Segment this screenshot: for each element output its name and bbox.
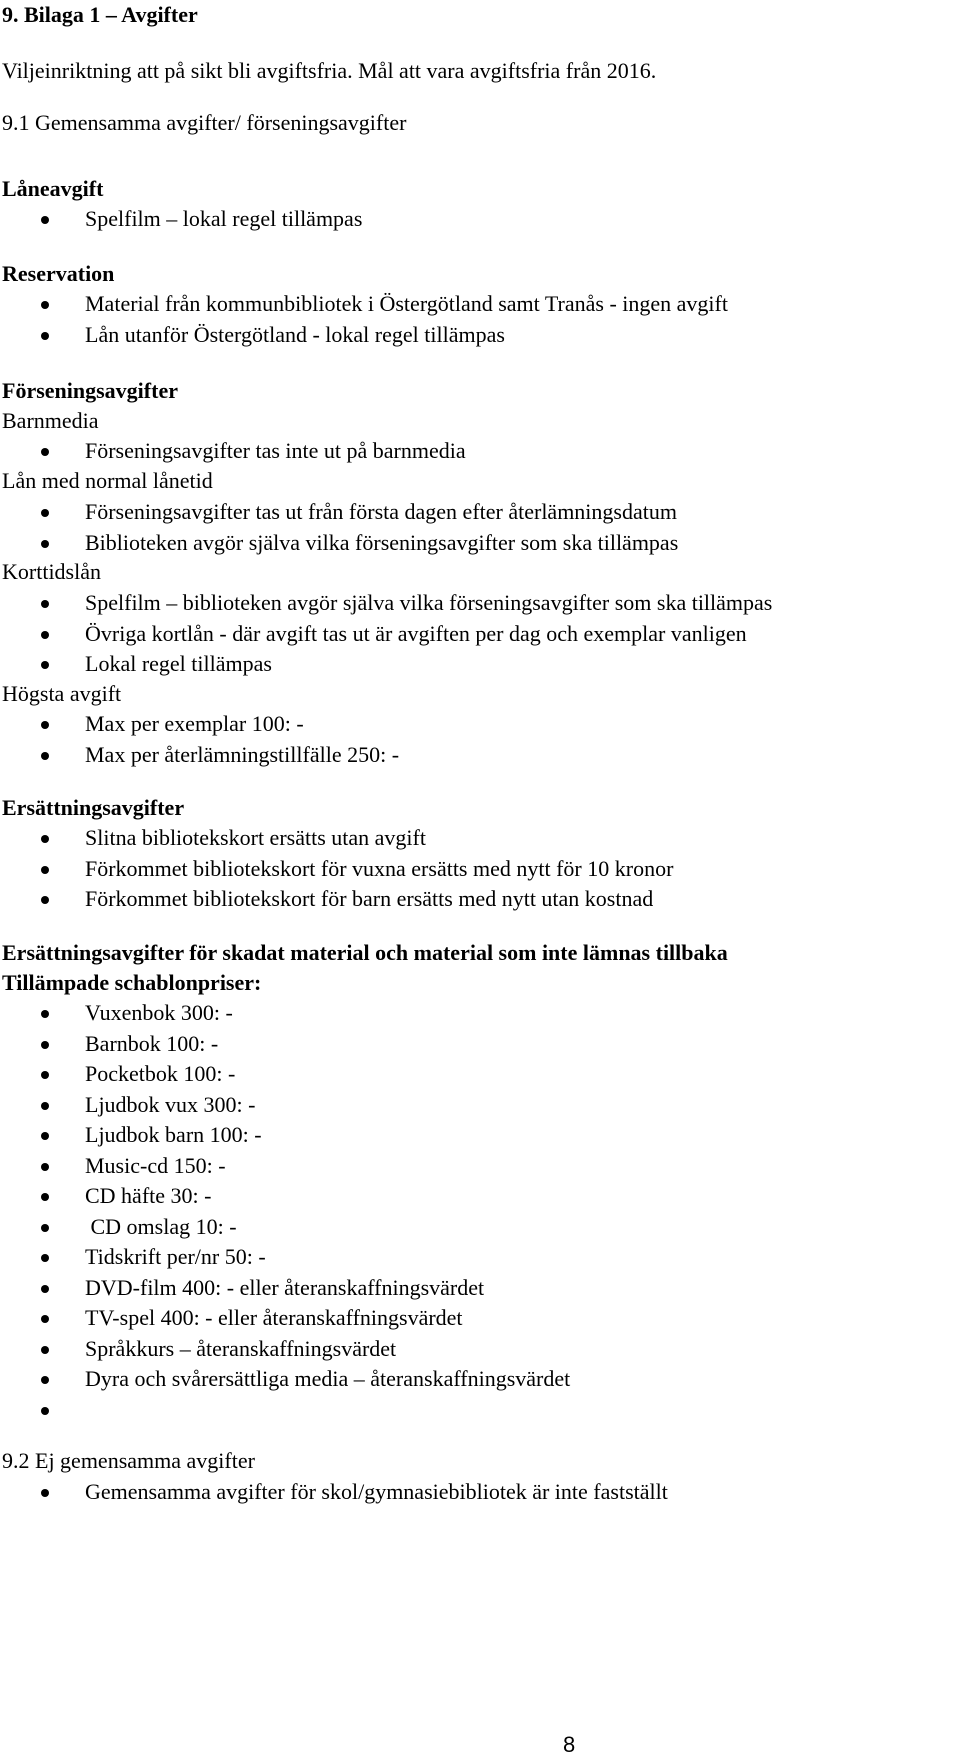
bullet-icon	[41, 1285, 49, 1293]
section-9-2-heading: 9.2 Ej gemensamma avgifter	[2, 1448, 255, 1473]
bullet-icon	[41, 752, 49, 760]
hogsta-avgift-heading: Högsta avgift	[2, 681, 122, 706]
bullet-icon	[41, 661, 49, 669]
schablonpriser-heading: Tillämpade schablonpriser:	[2, 970, 262, 995]
bullet-icon	[41, 1071, 49, 1079]
bullet-icon	[41, 835, 49, 843]
skadat-material-heading: Ersättningsavgifter för skadat material och material som inte lämnas tillbaka	[2, 940, 728, 965]
bullet-icon	[41, 1346, 49, 1354]
reservation-heading: Reservation	[2, 261, 115, 286]
korttidslan-heading: Korttidslån	[2, 559, 101, 584]
bullet-icon	[41, 301, 49, 309]
normal-lanetid-heading: Lån med normal lånetid	[2, 468, 213, 493]
bullet-icon	[41, 866, 49, 874]
barnmedia-heading: Barnmedia	[2, 408, 99, 433]
document-page: 9. Bilaga 1 – Avgifter Viljeinriktning att på sikt bli avgiftsfria. Mål att vara avgiftsfria från 2016. 9.1 Gemensamma avgifter/ förseningsavgifter Låneavgift Spelfilm – lokal regel tillämpas Reservation Material från kommunbibliotek i Östergötland samt Tranås - ingen avgift Lån utanför Östergötland - lokal regel tillämpas Förseningsavgifter Barnmedia Förseningsavgifter tas inte ut på barnmedia Lån med normal lånetid Förseningsavgifter tas ut från första dagen efter återlämningsdatum Biblioteken avgör själva vilka förseningsavgifter som ska tillämpas Korttidslån Spelfilm – biblioteken avgör själva vilka förseningsavgifter som ska tillämpas Övriga kortlån - där avgift tas ut är avgiften per dag och exemplar vanligen Lokal regel tillämpas Högsta avgift Max per exemplar 100: - Max per återlämningstillfälle 250: - Ersättningsavgifter Slitna bibliotekskort ersätts utan avgift Förkommet bibliotekskort för vuxna ersätts med nytt för 10 kronor Förkommet bibliotekskort för barn ersätts med nytt utan kostnad Ersättningsavgifter för skadat material och material som inte lämnas tillbaka Tillämpade schablonpriser: Vuxenbok 300: - Barnbok 100: - Pocketbok 100: - Ljudbok vux 300: - Ljudbok barn 100: - Music-cd 150: - CD häfte 30: - CD omslag 10: - Tidskrift per/nr 50: - DVD-film 400: - eller återanskaffningsvärdet TV-spel 400: - eller återanskaffningsvärdet Språkkurs – återanskaffningsvärdet Dyra och svårersättliga media – återanskaffningsvärdet 9.2 Ej gemensamma avgifter Gemensamma avgifter för skol/gymnasiebibliotek är inte fastställt 8	[0, 0, 960, 1759]
section-9-1-heading: 9.1 Gemensamma avgifter/ förseningsavgifter	[2, 110, 407, 135]
bullet-icon	[41, 1041, 49, 1049]
bullet-icon	[41, 1102, 49, 1110]
page-number: 8	[563, 1732, 576, 1757]
bullet-icon	[41, 1254, 49, 1262]
bullet-icon	[41, 1010, 49, 1018]
bullet-icon	[41, 216, 49, 224]
bullet-icon	[41, 1132, 49, 1140]
forseningsavgifter-heading: Förseningsavgifter	[2, 378, 178, 403]
bullet-icon	[41, 896, 49, 904]
bullet-icon	[41, 1193, 49, 1201]
bullet-icon	[41, 1224, 49, 1232]
bullet-icon	[41, 1315, 49, 1323]
bullet-icon	[41, 509, 49, 517]
bullet-icon	[41, 332, 49, 340]
bullet-icon	[41, 540, 49, 548]
bullet-icon	[41, 1163, 49, 1171]
laneavgift-heading: Låneavgift	[2, 176, 104, 201]
bullet-icon	[41, 1489, 49, 1497]
bullet-icon	[41, 448, 49, 456]
bullet-icon	[41, 600, 49, 608]
bullet-icon	[41, 631, 49, 639]
bullet-icon	[41, 721, 49, 729]
bullet-icon	[41, 1407, 49, 1415]
bullet-icon	[41, 1376, 49, 1384]
main-heading: 9. Bilaga 1 – Avgifter	[2, 2, 198, 27]
ersattningsavgifter-heading: Ersättningsavgifter	[2, 795, 185, 820]
intro-text: Viljeinriktning att på sikt bli avgiftsfria. Mål att vara avgiftsfria från 2016.	[2, 58, 657, 83]
